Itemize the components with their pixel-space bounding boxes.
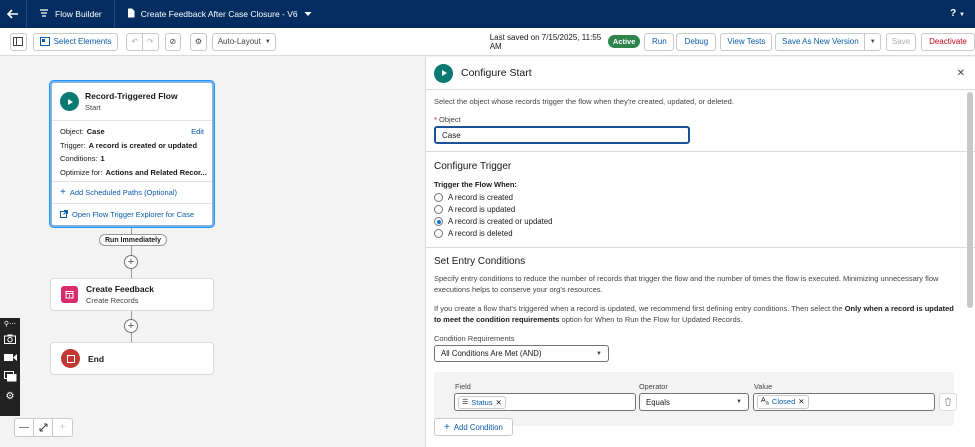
end-node[interactable] xyxy=(50,342,214,375)
radio-label: A record is deleted xyxy=(448,228,513,238)
save-as-new-label: Save As New Version xyxy=(782,37,859,46)
camera-icon[interactable] xyxy=(4,334,16,347)
add-element-button[interactable] xyxy=(124,255,138,269)
condition-requirements-label: Condition Requirements xyxy=(434,334,515,343)
note-text-1: If you create a flow that's triggered when a record is updated, we recommend first defining entry conditions. Then select the xyxy=(434,304,845,313)
open-trigger-explorer-link[interactable] xyxy=(52,203,212,225)
side-tools-bar xyxy=(0,318,20,416)
zoom-in-button[interactable] xyxy=(53,419,72,436)
plus-icon: + xyxy=(127,256,135,268)
chevron-down-icon: ▼ xyxy=(596,350,602,357)
configure-trigger-section xyxy=(426,152,975,239)
undo-icon: ↶ xyxy=(131,37,139,46)
debug-button[interactable] xyxy=(676,33,716,51)
create-node-title: Create Feedback xyxy=(86,284,155,294)
entry-conditions-description: Specify entry conditions to reduce the number of records that trigger the flow and the number of times the flow is executed. Minimizing unnecessary flow executions helps to conserve your org's resources. xyxy=(434,274,939,294)
value-input[interactable] xyxy=(753,393,935,411)
field-input[interactable] xyxy=(454,393,636,411)
fit-view-icon xyxy=(39,423,48,432)
configure-start-panel xyxy=(425,57,975,447)
value-chip[interactable] xyxy=(757,395,809,408)
optimize-label: Optimize for: xyxy=(60,167,103,177)
panel-scrollbar[interactable] xyxy=(967,92,973,308)
toggle-panel-button[interactable] xyxy=(10,33,27,51)
edit-link[interactable]: Edit xyxy=(191,127,204,137)
app-name: Flow Builder xyxy=(55,9,102,19)
redo-button[interactable] xyxy=(142,33,159,51)
radio-circle xyxy=(434,229,443,238)
radio-record-deleted[interactable] xyxy=(434,227,967,239)
operator-column-label: Operator xyxy=(639,382,668,391)
start-node-subtitle: Start xyxy=(85,103,101,112)
field-column-label: Field xyxy=(455,382,471,391)
app-title xyxy=(27,0,114,28)
play-icon xyxy=(60,92,79,111)
delete-condition-button[interactable] xyxy=(939,393,957,411)
windows-icon[interactable] xyxy=(4,371,17,385)
start-node-title: Record-Triggered Flow xyxy=(85,91,178,101)
link-icon[interactable]: ⚲⋯ xyxy=(3,321,17,328)
trigger-value: A record is created or updated xyxy=(88,140,198,150)
field-chip[interactable] xyxy=(458,396,506,409)
object-field-label xyxy=(434,115,967,124)
plus-icon: + xyxy=(127,320,135,332)
note-bold: Only when a record is updated to meet the condition requirements xyxy=(434,304,954,324)
gear-icon: ⚙ xyxy=(194,37,202,46)
status-badge: Active xyxy=(608,35,641,48)
minus-icon: — xyxy=(19,422,29,433)
view-tests-label: View Tests xyxy=(727,37,766,46)
chevron-down-icon: ▼ xyxy=(869,38,876,45)
add-element-button[interactable] xyxy=(124,319,138,333)
undo-button[interactable] xyxy=(126,33,143,51)
run-immediately-label: Run Immediately xyxy=(99,234,167,246)
select-elements-label: Select Elements xyxy=(53,37,112,46)
play-icon xyxy=(434,64,453,83)
close-icon[interactable]: ✕ xyxy=(956,67,965,79)
connector-line xyxy=(131,333,132,342)
radio-label: A record is created xyxy=(448,192,514,202)
optimize-row xyxy=(52,166,212,180)
condition-requirements-select[interactable] xyxy=(434,345,609,362)
trigger-label: Trigger: xyxy=(60,140,86,150)
save-label: Save xyxy=(891,37,911,46)
list-icon: ☰ xyxy=(462,399,469,406)
radio-record-updated[interactable] xyxy=(434,203,967,215)
start-node[interactable] xyxy=(50,81,214,227)
object-section xyxy=(426,90,975,144)
object-description: Select the object whose records trigger the flow when they're created, updated, or deleted. xyxy=(434,97,734,106)
radio-record-created[interactable] xyxy=(434,191,967,203)
debug-label: Debug xyxy=(684,37,709,46)
flow-canvas[interactable] xyxy=(0,57,425,447)
chevron-down-icon: ▼ xyxy=(264,38,271,45)
radio-record-created-or-updated[interactable] xyxy=(434,215,967,227)
remove-icon[interactable]: ✕ xyxy=(798,397,805,407)
block-icon: ⊘ xyxy=(169,37,177,46)
add-condition-button[interactable] xyxy=(434,418,513,436)
object-input-value: Case xyxy=(442,130,461,140)
save-button[interactable] xyxy=(886,33,916,51)
panel-title: Configure Start xyxy=(461,67,532,79)
connector-line xyxy=(131,269,132,278)
stop-icon xyxy=(61,349,80,368)
radio-circle xyxy=(434,193,443,202)
note-text-2: option for When to Run the Flow for Updated Records. xyxy=(559,314,743,324)
chevron-down-icon[interactable] xyxy=(304,9,312,19)
remove-icon[interactable]: ✕ xyxy=(495,397,502,407)
explorer-label: Open Flow Trigger Explorer for Case xyxy=(72,210,195,219)
zoom-out-button[interactable] xyxy=(15,419,34,436)
trigger-radio-group xyxy=(434,191,967,239)
run-label: Run xyxy=(652,37,667,46)
object-input[interactable] xyxy=(434,126,690,144)
required-asterisk: * xyxy=(434,115,437,124)
select-elements-icon xyxy=(40,37,50,46)
help-menu[interactable] xyxy=(950,8,965,19)
add-paths-label: Add Scheduled Paths (Optional) xyxy=(69,188,177,197)
back-arrow-icon[interactable] xyxy=(0,0,26,28)
run-button[interactable] xyxy=(644,33,674,51)
view-tests-button[interactable] xyxy=(720,33,772,51)
flow-name: Create Feedback After Case Closure - V6 xyxy=(140,9,298,19)
document-icon xyxy=(127,8,135,20)
trigger-row xyxy=(52,139,212,153)
radio-label: A record is created or updated xyxy=(448,216,553,226)
panel-header xyxy=(426,57,975,90)
end-node-title: End xyxy=(88,353,105,364)
plus-icon: + xyxy=(59,422,66,433)
create-node-subtitle: Create Records xyxy=(86,296,139,305)
create-records-icon xyxy=(61,286,78,303)
sidebar-toggle-icon xyxy=(13,37,23,46)
add-scheduled-paths-link[interactable] xyxy=(52,181,212,203)
add-condition-label: Add Condition xyxy=(453,422,503,432)
entry-conditions-section xyxy=(426,248,975,362)
fit-view-button[interactable] xyxy=(34,419,53,436)
object-value: Case xyxy=(86,127,105,137)
save-as-new-version-button[interactable] xyxy=(775,33,865,51)
top-navigation-bar xyxy=(0,0,975,28)
conditions-row xyxy=(52,152,212,166)
save-menu-button[interactable] xyxy=(864,33,881,51)
operator-value: Equals xyxy=(646,397,670,407)
radio-circle xyxy=(434,205,443,214)
value-column-label: Value xyxy=(754,382,773,391)
redo-icon: ↷ xyxy=(146,37,154,46)
condition-requirements-value: All Conditions Are Met (AND) xyxy=(441,349,542,358)
entry-conditions-title: Set Entry Conditions xyxy=(434,256,526,267)
configure-trigger-title: Configure Trigger xyxy=(434,161,512,172)
conditions-label: Conditions: xyxy=(60,154,98,164)
video-icon[interactable] xyxy=(4,353,17,365)
layout-label: Auto-Layout xyxy=(217,37,261,46)
deactivate-label: Deactivate xyxy=(929,37,967,46)
trash-icon xyxy=(944,397,952,408)
errors-button[interactable] xyxy=(165,33,182,51)
text-type-icon: $A_a$ xyxy=(761,397,769,407)
deactivate-button[interactable] xyxy=(921,33,975,51)
plus-icon: + xyxy=(444,421,450,433)
settings-button[interactable] xyxy=(190,33,207,51)
create-feedback-node[interactable] xyxy=(50,278,214,311)
object-label: Object: xyxy=(60,127,84,137)
trigger-when-label: Trigger the Flow When: xyxy=(434,180,517,189)
radio-label: A record is updated xyxy=(448,204,516,214)
object-label-text: Object xyxy=(439,115,461,124)
conditions-value: 1 xyxy=(100,154,105,164)
toolbar xyxy=(0,28,975,56)
layout-select[interactable] xyxy=(212,33,276,51)
start-node-header xyxy=(52,83,212,121)
plus-icon: + xyxy=(60,187,66,198)
help-label: ? xyxy=(950,8,957,19)
operator-select[interactable] xyxy=(639,393,749,411)
external-link-icon xyxy=(60,210,68,220)
chevron-down-icon: ▼ xyxy=(959,12,965,18)
flow-builder-icon xyxy=(39,8,49,20)
select-elements-button[interactable] xyxy=(33,33,119,51)
last-saved-text: Last saved on 7/15/2025, 11:55 AM xyxy=(489,32,602,51)
radio-circle-selected xyxy=(434,217,443,226)
field-chip-label: Status xyxy=(471,397,493,407)
gear-icon[interactable]: ⚙ xyxy=(5,391,15,402)
chevron-down-icon: ▼ xyxy=(736,399,742,405)
value-chip-label: Closed xyxy=(771,397,796,407)
entry-conditions-note xyxy=(434,304,956,325)
zoom-controls xyxy=(14,418,73,437)
document-title[interactable] xyxy=(115,0,324,28)
object-row xyxy=(52,125,212,139)
optimize-value: Actions and Related Recor... xyxy=(105,167,207,177)
